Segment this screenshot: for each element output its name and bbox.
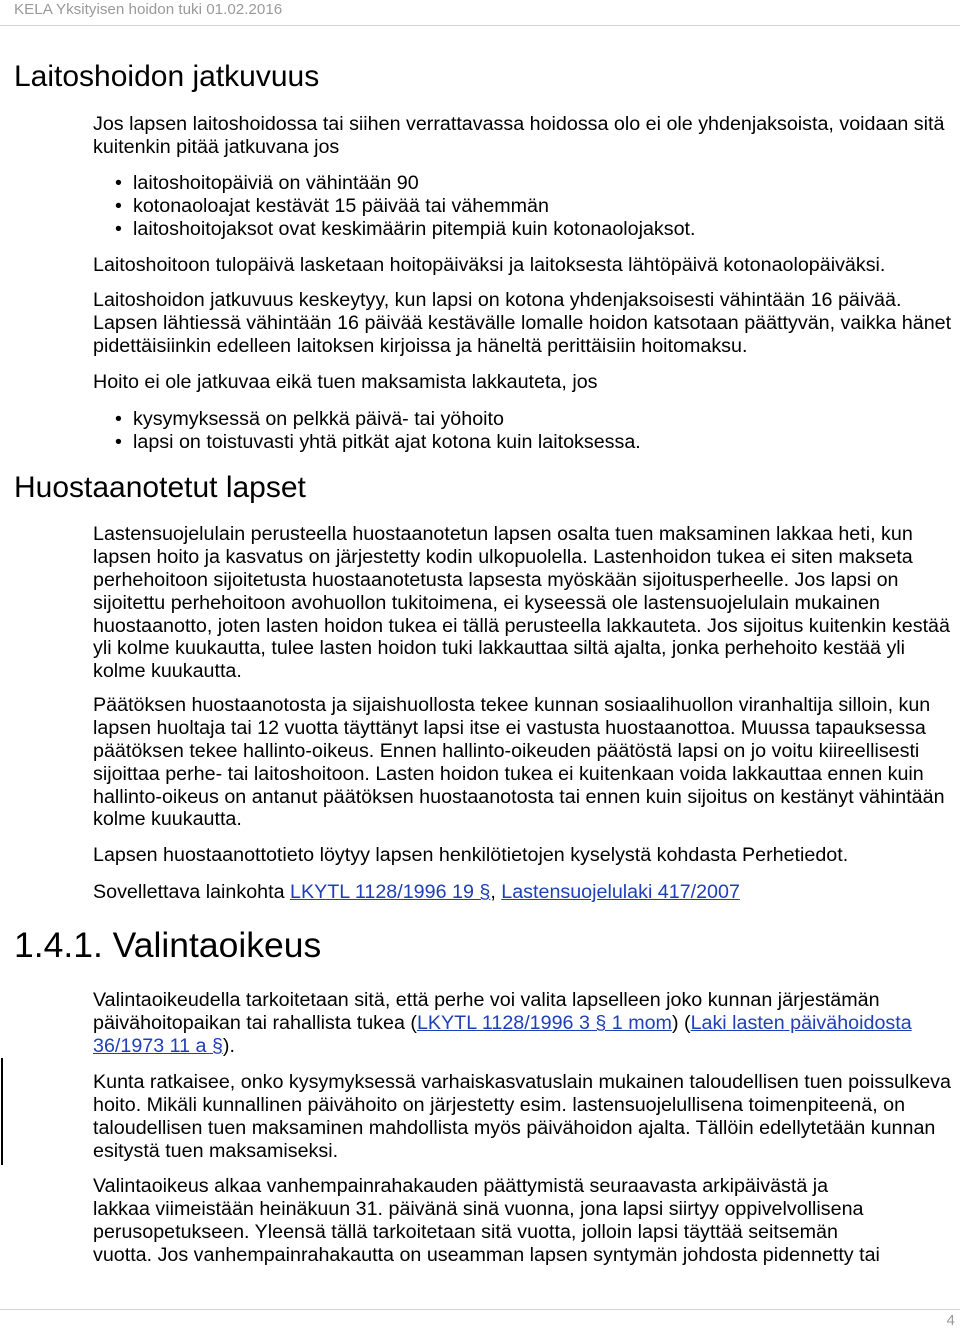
text-line: perusopetukseen. Yleensä tällä tarkoitetaan sitä vuotta, jolloin lapsi täyttää seitsemän (93, 1220, 838, 1243)
text-line: kolme kuukautta. (93, 660, 242, 683)
section-heading: Huostaanotetut lapset (14, 471, 306, 504)
subsection-heading: 1.4.1. Valintaoikeus (14, 925, 322, 965)
text-segment: päivähoitopaikan tai rahallista tukea ( (93, 1011, 417, 1034)
header-divider (0, 25, 960, 26)
text-segment: ) ( (671, 1011, 691, 1034)
page-number: 4 (946, 1312, 955, 1329)
section-heading: Laitoshoidon jatkuvuus (14, 60, 320, 93)
list-item: • kotonaoloajat kestävät 15 päivää tai vähemmän (93, 195, 696, 218)
text-line: sijoitettu perhehoitoon avohuollon tukitoimena, ei kyseessä ole lastensuojelulain mukainen (93, 591, 880, 614)
text-line: huostaanotto, joten lasten hoidon tukea ei tällä perusteella lakkauteta. Jos sijoitus kuitenkin kestää (93, 614, 950, 637)
list-item: • lapsi on toistuvasti yhtä pitkät ajat kotona kuin laitoksessa. (93, 431, 641, 454)
text-line: Laitoshoitoon tulopäivä lasketaan hoitopäiväksi ja laitoksesta lähtöpäivä kotonaolopäiväksi. (93, 254, 886, 276)
paragraph-day-counting (93, 254, 885, 277)
text-line: Päätöksen huostaanotosta ja sijaishuollosta tekee kunnan sosiaalihuollon viranhaltija silloin, kun (93, 694, 931, 716)
list-item: • kysymyksessä on pelkkä päivä- tai yöhoito (93, 408, 641, 431)
paragraph-custody-info-location (93, 844, 848, 867)
link-lkytl-1128-1996-19[interactable]: LKYTL 1128/1996 19 § (290, 881, 491, 903)
text-line: Hoito ei ole jatkuvaa eikä tuen maksamista lakkauteta, jos (93, 371, 598, 393)
text-line (93, 881, 740, 904)
link-separator: , (490, 881, 502, 903)
text-line: Lapsen huostaanottotieto löytyy lapsen henkilötietojen kyselystä kohdasta Perhetiedot. (93, 844, 849, 866)
text-line: pidettäisiinkin edelleen laitoksen kirjoissa ja häneltä perittäisiin hoitomaksu. (93, 334, 748, 357)
paragraph-not-continuous-intro (93, 371, 597, 394)
text-line: kuitenkin pitää jatkuvana jos (93, 135, 340, 158)
text-line: Lastensuojelulain perusteella huostaanotetun lapsen osalta tuen maksaminen lakkaa heti, kun (93, 523, 913, 545)
text-line (93, 1035, 912, 1058)
paragraph-right-of-choice-definition (93, 989, 912, 1058)
continuity-conditions-list (93, 172, 696, 241)
paragraph-right-of-choice-period (93, 1175, 880, 1267)
text-segment: ). (222, 1034, 235, 1057)
text-line: lapsen hoito ja kasvatus on järjestetty kodin ulkopuolella. Lastenhoidon tukea ei siten makseta (93, 545, 913, 568)
link-laki-lasten-paivahoidosta-continued[interactable]: 36/1973 11 a § (93, 1034, 223, 1057)
document-header-title: KELA Yksityisen hoidon tuki 01.02.2016 (14, 1, 283, 18)
text-line: hoito. Mikäli kunnallinen päivähoito on järjestetty esim. lastensuojelullisena toimenpiteenä, on (93, 1093, 906, 1116)
change-bar (1, 1058, 3, 1165)
paragraph-continuity-intro (93, 113, 944, 159)
paragraph-custody-decision (93, 694, 945, 831)
text-line: sijoittaa perhe- tai laitoshoitoon. Lasten hoidon tukea ei kuitenkaan voida lakkauttaa ennen kuin (93, 762, 924, 785)
not-continuous-conditions-list (93, 408, 641, 454)
text-line: esitystä tuen maksamiseksi. (93, 1139, 339, 1162)
paragraph-applied-law (93, 881, 740, 904)
text-line: lapsen huoltaja tai 12 vuotta täyttänyt lapsi itse ei vastusta huostaanottoa. Muussa tapauksessa (93, 716, 926, 739)
paragraph-interruption (93, 289, 951, 358)
text-line: yli kolme kuukautta, tulee lasten hoidon tuki lakkauttaa siltä ajalta, jonka perhehoito kestää yli (93, 637, 906, 660)
text-line: Jos lapsen laitoshoidossa tai siihen verrattavassa hoidossa olo ei ole yhdenjaksoista, voidaan sitä (93, 113, 945, 135)
paragraph-municipal-decision (93, 1071, 951, 1163)
text-line: päätöksen tekee hallinto-oikeus. Ennen hallinto-oikeuden päätöstä lapsi on jo voitu kiireellisesti (93, 739, 920, 762)
link-laki-lasten-paivahoidosta[interactable]: Laki lasten päivähoidosta (690, 1011, 912, 1034)
text-line: Valintaoikeudella tarkoitetaan sitä, että perhe voi valita lapselleen joko kunnan järjestämän (93, 989, 880, 1011)
text-line: Laitoshoidon jatkuvuus keskeytyy, kun lapsi on kotona yhdenjaksoisesti vähintään 16 päivää. (93, 289, 902, 311)
text-line: Lapsen lähtiessä vähintään 16 päivää kestävälle lomalle hoidon katsotaan päättyvän, vaikka hänet (93, 311, 952, 334)
paragraph-custody-payment (93, 523, 950, 683)
text-line: lakkaa viimeistään heinäkuun 31. päivänä sinä vuonna, jona lapsi siirtyy oppivelvollisena (93, 1197, 864, 1220)
link-lastensuojelulaki-417-2007[interactable]: Lastensuojelulaki 417/2007 (501, 881, 740, 903)
applied-law-label: Sovellettava lainkohta (93, 881, 290, 903)
link-lkytl-1128-1996-3-1-mom[interactable]: LKYTL 1128/1996 3 § 1 mom (416, 1011, 672, 1034)
text-line: Valintaoikeus alkaa vanhempainrahakauden päättymistä seuraavasta arkipäivästä ja (93, 1175, 829, 1197)
text-line (93, 1012, 912, 1035)
list-item: • laitoshoitopäiviä on vähintään 90 (93, 172, 696, 195)
text-line: Kunta ratkaisee, onko kysymyksessä varhaiskasvatuslain mukainen taloudellisen tuen poissulkeva (93, 1071, 951, 1093)
text-line: taloudellisen tuen maksaminen mahdollista myös päivähoidon ajalta. Tällöin edellytetään kunnan (93, 1116, 936, 1139)
footer-divider (0, 1309, 960, 1310)
list-item: • laitoshoitojaksot ovat keskimäärin pitempiä kuin kotonaolojaksot. (93, 218, 696, 241)
text-line: vuotta. Jos vanhempainrahakautta on useamman lapsen syntymän johdosta pidennetty tai (93, 1243, 880, 1266)
text-line: hallinto-oikeus on antanut päätöksen huostaanotosta tai ennen kuin sijoitus on kestänyt vähintään (93, 785, 945, 808)
text-line: perhehoitoon sijoitetusta huostaanotetusta lapsesta myöskään sijoitusperheelle. Jos lapsi on (93, 568, 899, 591)
text-line: kolme kuukautta. (93, 808, 242, 831)
